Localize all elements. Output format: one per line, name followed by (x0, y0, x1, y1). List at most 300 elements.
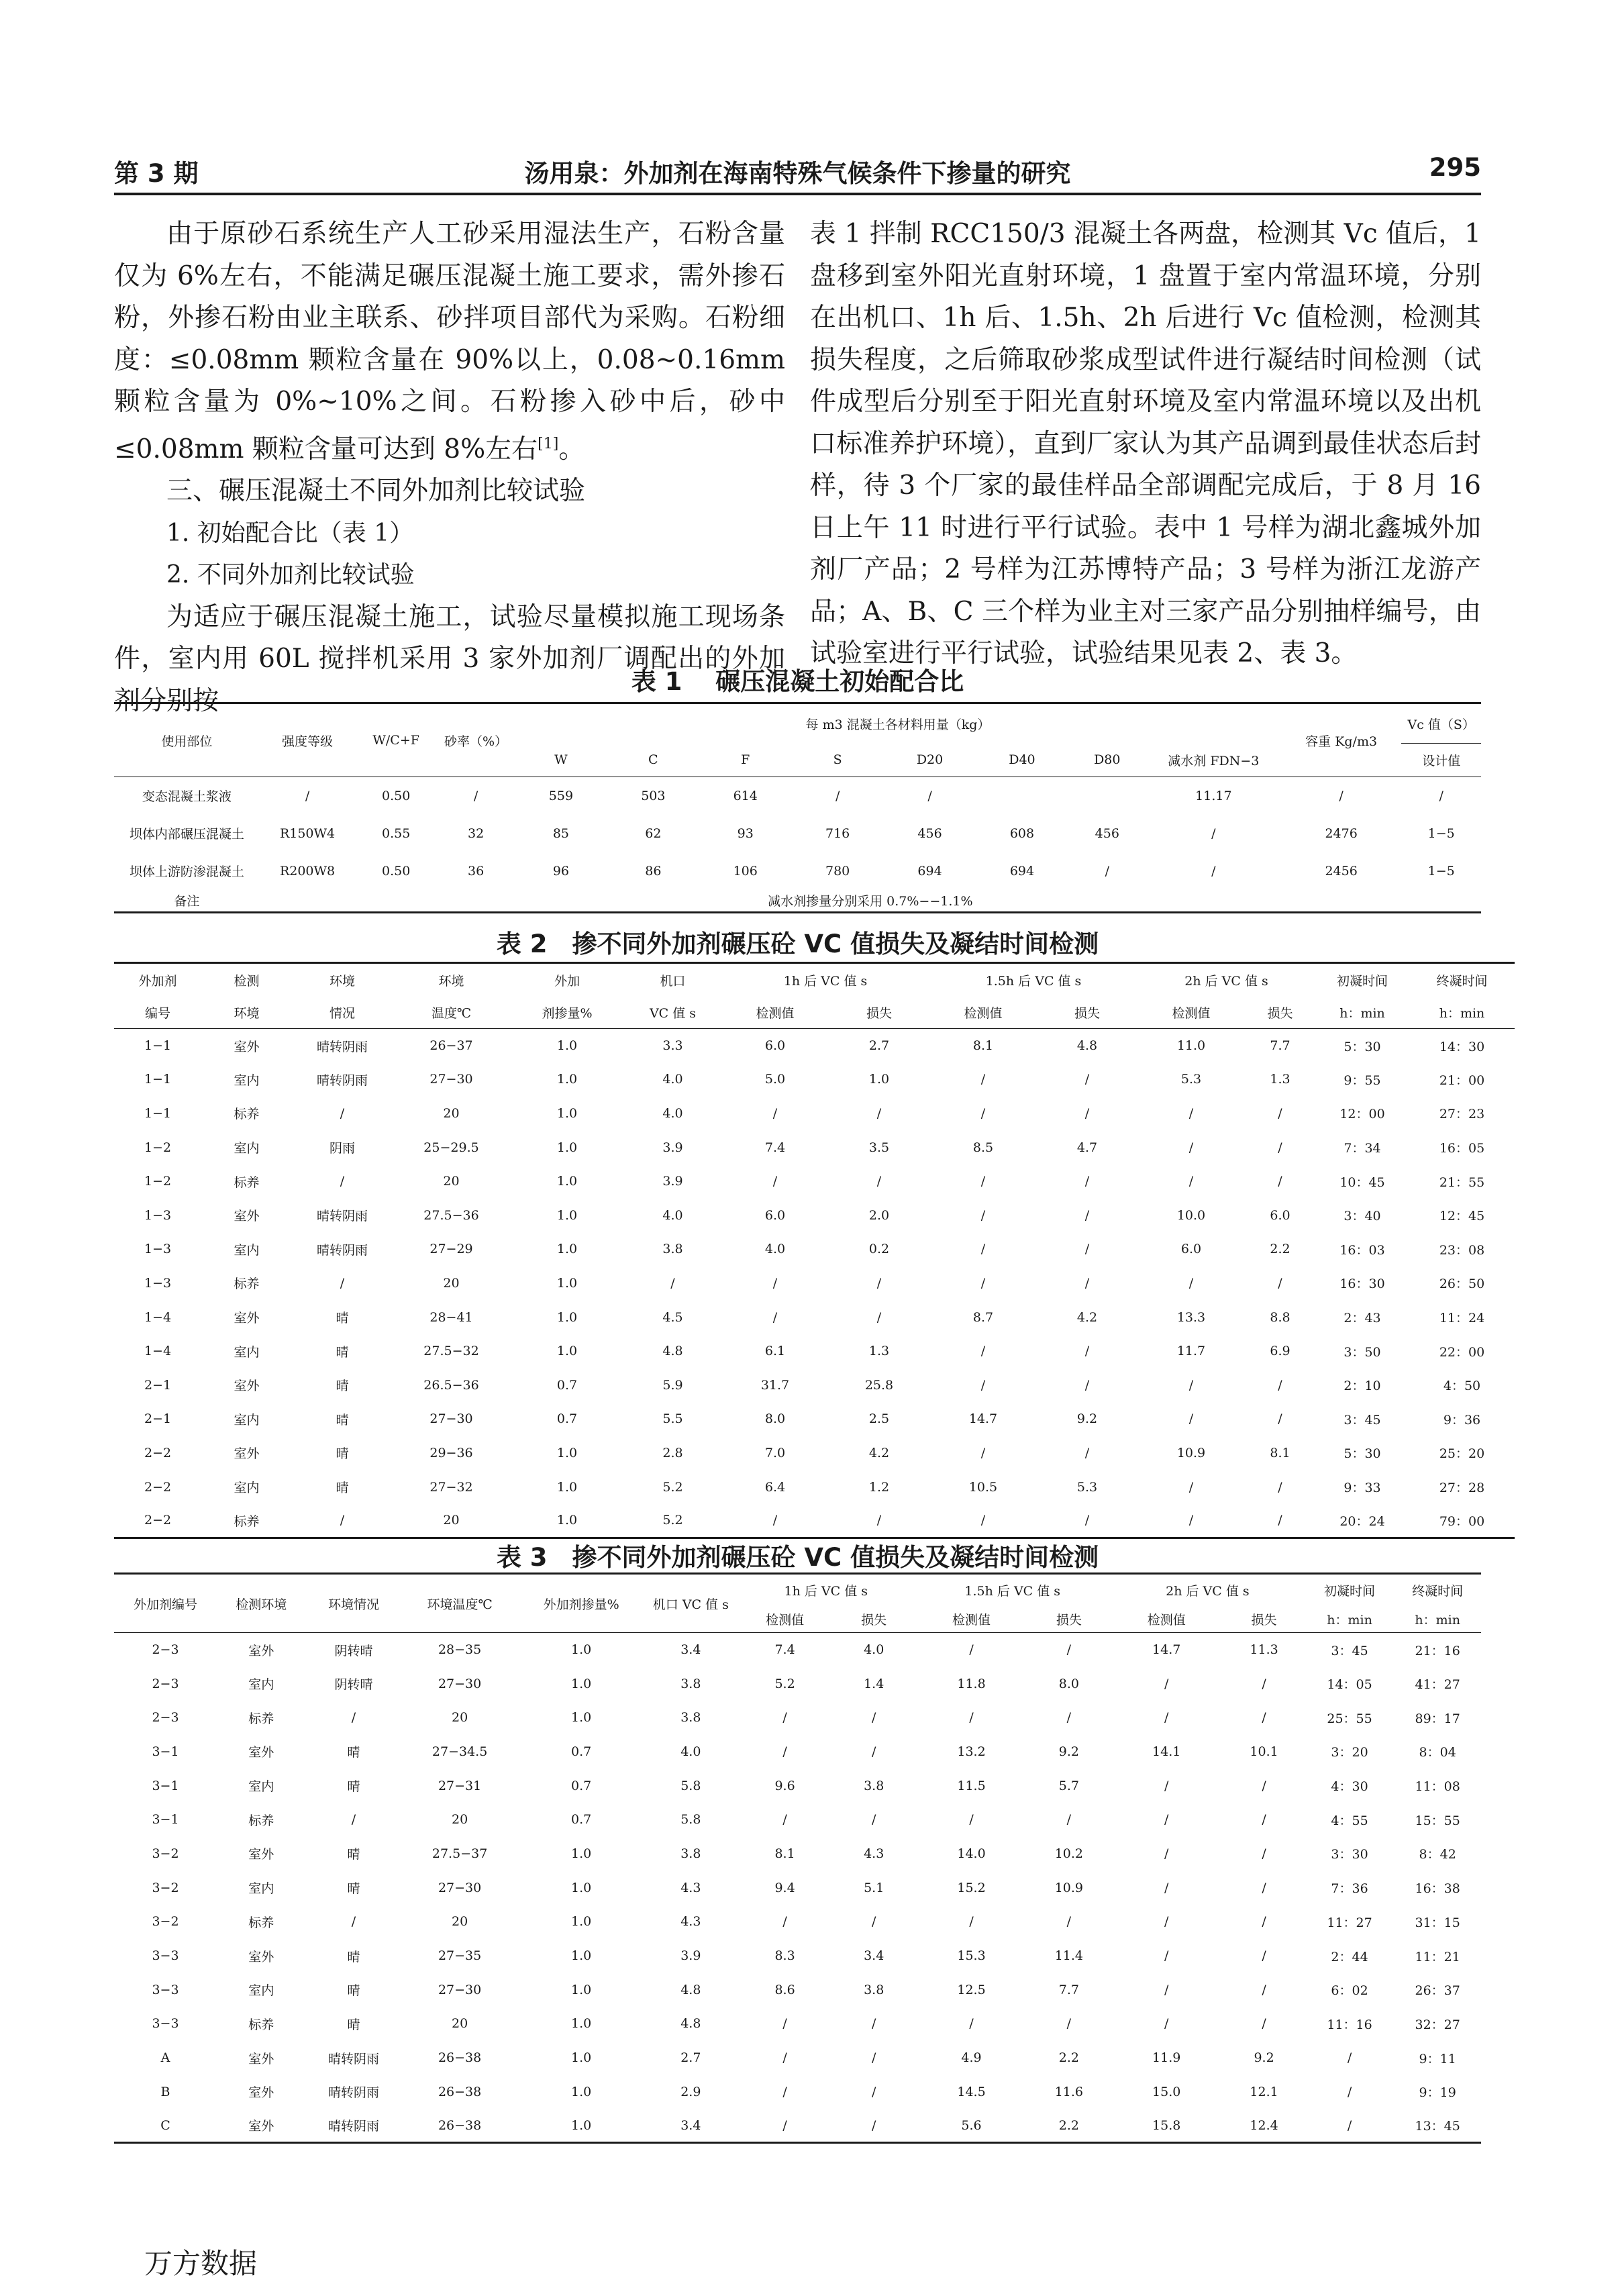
col-header: 检测值 (766, 1612, 805, 1628)
table-cell: 13.2 (957, 1744, 986, 1759)
table-cell: 室内 (234, 1242, 260, 1258)
table-cell: 阴转晴 (334, 1643, 373, 1658)
col-header-group: 1h 后 VC 值 s (784, 1583, 868, 1599)
table-cell: / (876, 1275, 882, 1291)
table-cell: 1.0 (571, 2084, 592, 2099)
table-cell: 3−3 (152, 1948, 179, 1964)
table-cell: 室内 (234, 1481, 260, 1496)
table-row (114, 1130, 1515, 1164)
table-cell: 1−5 (1427, 863, 1455, 879)
table-cell: 1−4 (144, 1344, 172, 1359)
table-cell: 11：08 (1415, 1779, 1460, 1795)
table-cell: 3−3 (152, 1982, 179, 1997)
table-cell: 4.5 (662, 1309, 683, 1325)
table-cell: 坝体内部碾压混凝土 (129, 827, 244, 842)
table-cell: 标养 (234, 1513, 260, 1529)
table-cell: / (1188, 1377, 1194, 1393)
table-cell: 0.7 (556, 1411, 578, 1427)
table-cell: 2.8 (662, 1445, 683, 1460)
table-row (114, 777, 1481, 815)
table-cell: 10.9 (1054, 1880, 1084, 1895)
table3 (114, 1573, 1481, 2144)
table-cell: 1.0 (571, 2016, 592, 2032)
table-cell: 4：50 (1443, 1379, 1481, 1394)
col-header: 检测值 (1172, 1005, 1211, 1021)
table-cell: / (1164, 1778, 1169, 1793)
table-cell: / (1188, 1140, 1194, 1155)
table-cell: 12.5 (957, 1982, 986, 1997)
table-cell: 2：43 (1344, 1311, 1381, 1326)
col-header: 温度℃ (431, 1005, 472, 1021)
table-cell: 0.7 (556, 1377, 578, 1393)
col-header: 砂率（%） (444, 734, 508, 749)
table-cell: 11.7 (1176, 1344, 1206, 1359)
table-cell: / (871, 2084, 876, 2099)
table-row (114, 2041, 1481, 2075)
table-cell: / (1211, 826, 1216, 841)
table-cell: 室内 (248, 1881, 274, 1897)
table-cell: 26−37 (429, 1038, 473, 1054)
table-cell: / (340, 1513, 345, 1528)
table-cell: 4.8 (662, 1344, 683, 1359)
table-cell: / (1105, 863, 1109, 879)
table-cell: 7：36 (1331, 1881, 1368, 1897)
table-cell: 22：00 (1439, 1344, 1485, 1360)
table-cell: C (160, 2117, 170, 2133)
table-row (114, 1029, 1515, 1063)
table-cell: 1−3 (144, 1275, 172, 1291)
col-header: W/C+F (372, 733, 419, 748)
table-cell: 14.1 (1152, 1744, 1181, 1759)
table-cell: / (1066, 1642, 1072, 1658)
table-cell: / (1347, 2084, 1352, 2099)
col-header: 环境 (438, 973, 464, 989)
table-cell: 晴 (347, 1983, 360, 1999)
table-cell: 8.0 (764, 1411, 786, 1427)
table-row (114, 1436, 1515, 1470)
table-cell: / (1164, 1914, 1169, 1930)
table-cell: / (1084, 1344, 1090, 1359)
table-cell: 26−38 (438, 2084, 482, 2099)
table2 (114, 962, 1515, 1539)
col-header: 机口 VC 值 s (652, 1597, 729, 1612)
table-cell: 1−3 (144, 1207, 172, 1223)
table-cell: / (969, 1812, 974, 1828)
table-cell: 4.0 (680, 1744, 701, 1759)
table-cell: 3.8 (864, 1982, 884, 1997)
table-cell: 0.7 (571, 1812, 592, 1828)
table-cell: 14：30 (1439, 1039, 1485, 1054)
table-cell: 4.0 (764, 1242, 786, 1257)
table2-caption: 表 2 掺不同外加剂碾压砼 VC 值损失及凝结时间检测 (496, 930, 1099, 958)
table-row (114, 852, 1481, 890)
table-cell: 9：33 (1344, 1481, 1381, 1496)
table-cell: 晴 (347, 1779, 360, 1795)
table-cell: 2−2 (144, 1513, 172, 1528)
table-cell: 11.3 (1250, 1642, 1278, 1658)
table-cell: 32：27 (1415, 2017, 1460, 2032)
table-cell: 2−3 (152, 1710, 179, 1726)
table-cell: 694 (1009, 863, 1035, 879)
table-cell: 4：55 (1331, 1813, 1368, 1828)
table-cell: / (772, 1174, 778, 1189)
table-cell: / (1262, 1982, 1266, 1997)
table-cell: 31：15 (1415, 1915, 1460, 1930)
table-cell: 6.0 (764, 1207, 786, 1223)
table-cell: 27−30 (429, 1411, 473, 1427)
table-cell: 2.7 (868, 1038, 890, 1054)
col-header: 环境 (234, 1005, 260, 1021)
table-cell: 0.2 (868, 1242, 890, 1257)
table-cell: / (772, 1275, 778, 1291)
table-cell: R150W4 (279, 826, 336, 841)
table-cell: 1.0 (556, 1344, 578, 1359)
table-cell: 456 (1095, 826, 1119, 841)
table-row (114, 1368, 1515, 1402)
table-cell: 9.2 (1076, 1411, 1098, 1427)
table-cell: 3.8 (680, 1846, 701, 1861)
table-cell: 29−36 (429, 1445, 473, 1460)
table-cell: / (1084, 1207, 1090, 1223)
table-cell: 室内 (248, 1677, 274, 1693)
table-cell: 5.8 (680, 1812, 701, 1828)
table-cell: 2.2 (1058, 2050, 1079, 2066)
table-cell: / (1066, 1914, 1072, 1930)
table-cell: 10.1 (1250, 1744, 1278, 1759)
table-cell: 20：24 (1339, 1513, 1385, 1529)
table-cell: 室外 (248, 1643, 274, 1658)
table-cell: / (1188, 1411, 1194, 1427)
table-cell: 32 (467, 826, 485, 841)
table-cell: 9.6 (774, 1778, 795, 1793)
table-cell: 1.0 (556, 1072, 578, 1087)
table-cell: / (1188, 1105, 1194, 1121)
table-cell: 室内 (234, 1141, 260, 1156)
table-cell: / (980, 1072, 986, 1087)
table-cell: 3.9 (680, 1948, 701, 1964)
table-cell: 7.7 (1058, 1982, 1079, 1997)
table-cell: 15.0 (1152, 2084, 1181, 2099)
table-cell: 1.0 (571, 1642, 592, 1658)
table-cell: 21：00 (1439, 1072, 1485, 1088)
table-cell: 1.0 (571, 2050, 592, 2066)
table-row (114, 2075, 1481, 2109)
table-cell: 8.0 (1058, 1676, 1079, 1691)
table-cell: 3：45 (1331, 1643, 1368, 1658)
table-cell: 3.8 (680, 1676, 701, 1691)
table-cell: 1−2 (144, 1174, 172, 1189)
table-cell: 2.0 (868, 1207, 890, 1223)
table-cell: / (1188, 1275, 1194, 1291)
table-cell: 716 (825, 826, 850, 841)
table-cell: 7：34 (1344, 1141, 1381, 1156)
table-row (114, 1097, 1515, 1131)
table-cell: 3−1 (152, 1744, 179, 1759)
table-cell: 14.7 (968, 1411, 998, 1427)
table-cell: 2：10 (1344, 1379, 1381, 1394)
table-cell: / (670, 1275, 675, 1291)
table-row (114, 1803, 1481, 1837)
table-cell: 10.5 (968, 1479, 998, 1495)
table-cell: 12.4 (1250, 2117, 1278, 2133)
table-cell: 2−2 (144, 1479, 172, 1495)
table-cell: 晴 (336, 1412, 349, 1428)
table-cell: 20 (451, 1710, 468, 1726)
table-cell: 14.5 (957, 2084, 986, 2099)
table-cell: / (969, 2016, 974, 2032)
table-cell: / (782, 2050, 787, 2066)
table-cell: / (1262, 1778, 1266, 1793)
col-header: 情况 (329, 1005, 355, 1021)
table-cell: 晴 (336, 1446, 349, 1462)
table-cell: 27−31 (438, 1778, 482, 1793)
table-cell: 3：50 (1344, 1344, 1381, 1360)
table-cell: / (782, 2117, 787, 2133)
table-cell: 3−2 (152, 1846, 179, 1861)
table-row (114, 1837, 1481, 1871)
table-cell: 16：30 (1339, 1277, 1385, 1292)
table-cell: 15.8 (1152, 2117, 1181, 2133)
table-row (114, 2109, 1481, 2143)
table-cell: A (160, 2050, 170, 2066)
table1 (114, 702, 1481, 913)
table-cell: 标养 (248, 1711, 274, 1726)
col-header-group: 1h 后 VC 值 s (783, 973, 868, 989)
table-cell: / (871, 1914, 876, 1930)
col-header: C (648, 752, 658, 768)
table-row (114, 815, 1481, 852)
table-row (114, 1232, 1515, 1266)
table-cell: 3−1 (152, 1778, 179, 1793)
table-cell: 3：40 (1344, 1209, 1381, 1224)
section-heading: 三、碾压混凝土不同外加剂比较试验 (166, 476, 586, 506)
table-cell: 4.3 (680, 1914, 701, 1930)
table-row (114, 1470, 1515, 1504)
table-cell: 7.4 (764, 1140, 786, 1155)
table-cell: 室外 (248, 2119, 274, 2134)
table-cell: 86 (645, 863, 662, 879)
table-cell: 晴转阴雨 (316, 1242, 368, 1258)
table-cell: 2−3 (152, 1676, 179, 1691)
paragraph (114, 213, 785, 470)
table-cell: 室外 (234, 1209, 260, 1224)
table-cell: 11.17 (1195, 788, 1232, 803)
table-cell: / (351, 1812, 356, 1828)
table-cell: 5.8 (680, 1778, 701, 1793)
table-cell: 10.9 (1176, 1445, 1206, 1460)
table-cell: 5.1 (864, 1880, 884, 1895)
table-cell: 8.6 (774, 1982, 795, 1997)
table-cell: 3：45 (1344, 1412, 1381, 1428)
table-cell: / (1084, 1513, 1090, 1528)
table-cell: 1.0 (571, 1948, 592, 1964)
table-cell: 13：45 (1415, 2119, 1460, 2134)
table-cell: 5.3 (1076, 1479, 1098, 1495)
table-cell: 1.0 (868, 1072, 890, 1087)
table-cell: 2.2 (1058, 2117, 1079, 2133)
table-cell: / (1347, 2117, 1352, 2133)
table-cell: / (1211, 863, 1216, 879)
col-header: 外加 (554, 973, 580, 989)
table-row (114, 1504, 1515, 1538)
table-cell: 0.7 (571, 1744, 592, 1759)
table-cell: 12：45 (1439, 1209, 1485, 1224)
table-cell: 晴 (336, 1311, 349, 1326)
table-cell: / (871, 2050, 876, 2066)
table-cell: 标养 (248, 1915, 274, 1930)
table-cell: 20 (451, 1812, 468, 1828)
col-header: 损失 (1251, 1612, 1277, 1628)
table-cell: / (927, 788, 932, 803)
table-cell: / (1084, 1377, 1090, 1393)
table-cell: / (1262, 1914, 1266, 1930)
table-cell: 4.0 (662, 1105, 683, 1121)
table-cell: / (980, 1242, 986, 1257)
list-item: 2. 不同外加剂比较试验 (166, 561, 415, 589)
table-cell: / (969, 1642, 974, 1658)
table-cell: / (1278, 1174, 1282, 1189)
table-cell: / (1084, 1105, 1090, 1121)
table-cell: 3.4 (680, 2117, 701, 2133)
table-cell (1068, 777, 1146, 815)
table-cell: 27−35 (438, 1948, 482, 1964)
table-cell: / (876, 1309, 882, 1325)
table-cell: 变态混凝土浆液 (142, 789, 232, 805)
table-cell: 阴转晴 (334, 1677, 373, 1693)
col-header: 环境温度℃ (427, 1597, 493, 1612)
table-cell: 晴转阴雨 (327, 2051, 379, 2066)
table-cell: 1.0 (571, 1846, 592, 1861)
table-row (114, 1633, 1481, 1667)
col-header: 检测值 (952, 1612, 991, 1628)
table-cell: 31.7 (760, 1377, 790, 1393)
table-cell: 1.0 (556, 1445, 578, 1460)
table-cell: 5.9 (662, 1377, 683, 1393)
table-cell: 3.9 (662, 1174, 683, 1189)
table-cell: 9：36 (1443, 1412, 1481, 1428)
table-cell: 20 (443, 1275, 460, 1291)
table-cell: / (969, 1914, 974, 1930)
table-cell: / (351, 1914, 356, 1930)
table-cell: / (969, 1710, 974, 1726)
table-cell: / (772, 1309, 778, 1325)
col-header: 损失 (1056, 1612, 1082, 1628)
table-cell: 2−2 (144, 1445, 172, 1460)
table-cell: / (980, 1207, 986, 1223)
table-cell: 26−38 (438, 2117, 482, 2133)
table-cell: 1.3 (868, 1344, 890, 1359)
table-cell: 1−1 (144, 1072, 172, 1087)
table-cell: 9.4 (774, 1880, 795, 1895)
table-cell: 25：20 (1439, 1446, 1485, 1462)
table-row (114, 1870, 1481, 1905)
table-cell: 晴 (336, 1481, 349, 1496)
table-cell: 20 (443, 1174, 460, 1189)
table-cell: 2：44 (1331, 1949, 1368, 1964)
table-cell: 1.0 (571, 1710, 592, 1726)
table-cell: 694 (917, 863, 942, 879)
table-row (114, 1198, 1515, 1232)
table-cell: / (772, 1105, 778, 1121)
table-cell: 4.0 (662, 1207, 683, 1223)
col-header: 损失 (1267, 1005, 1293, 1021)
table-row (114, 2007, 1481, 2041)
table-cell: / (340, 1275, 345, 1291)
table-cell: 坝体上游防渗混凝土 (129, 864, 244, 879)
table-cell: 11.5 (957, 1778, 986, 1793)
table-cell: 15.2 (957, 1880, 986, 1895)
table-cell: 室外 (234, 1311, 260, 1326)
table-cell: / (782, 1812, 787, 1828)
table-cell: / (782, 1744, 787, 1759)
table-cell: 27−34.5 (432, 1744, 488, 1759)
table-cell: 27−29 (429, 1242, 473, 1257)
table-cell: / (1084, 1174, 1090, 1189)
table-cell: / (1347, 2050, 1352, 2066)
list-item: 1. 初始配合比（表 1） (166, 519, 414, 547)
table-cell: 5.2 (774, 1676, 795, 1691)
table-cell: 1.2 (868, 1479, 890, 1495)
col-header: 减水剂 FDN−3 (1168, 753, 1260, 768)
col-header: 终凝时间 (1436, 973, 1488, 989)
table-row (114, 1164, 1515, 1199)
table-cell: 23：08 (1439, 1242, 1485, 1258)
col-header: 设计值 (1422, 754, 1461, 768)
table-cell: 36 (467, 863, 485, 879)
table-cell: 1.0 (556, 1207, 578, 1223)
table-cell: 27−30 (438, 1676, 482, 1691)
table-cell: / (871, 2117, 876, 2133)
table-cell: 27.5−37 (432, 1846, 488, 1861)
table-cell: 9：55 (1344, 1072, 1381, 1088)
table-cell: 晴 (336, 1379, 349, 1394)
col-header: F (741, 752, 750, 768)
table-cell: / (351, 1710, 356, 1726)
table-cell: 3.5 (868, 1140, 890, 1155)
note-label: 备注 (174, 894, 200, 909)
table-cell: 2.9 (680, 2084, 701, 2099)
table-cell: 晴 (347, 2017, 360, 2032)
table-cell: 1.0 (556, 1275, 578, 1291)
table-cell: / (1278, 1377, 1282, 1393)
table-cell: 27：28 (1439, 1481, 1485, 1496)
table-cell: 3−3 (152, 2016, 179, 2032)
table-cell: 11.8 (957, 1676, 986, 1691)
table-cell: / (1262, 1846, 1266, 1861)
table-cell: / (1278, 1140, 1282, 1155)
table-cell: / (1164, 1710, 1169, 1726)
table-cell: 4.9 (961, 2050, 982, 2066)
table-cell: 1.0 (556, 1174, 578, 1189)
table-cell: 1.0 (556, 1140, 578, 1155)
table-cell: 0.50 (382, 863, 411, 879)
table-row (114, 1905, 1481, 1939)
table-cell: 8.5 (972, 1140, 994, 1155)
col-header: 环境情况 (327, 1597, 379, 1612)
table-row (114, 1735, 1481, 1769)
table-cell: 1.0 (556, 1242, 578, 1257)
col-header: 检测环境 (236, 1597, 287, 1612)
table-cell: 8.1 (972, 1038, 994, 1054)
table-cell: 27−30 (438, 1880, 482, 1895)
table-cell: 晴转阴雨 (316, 1039, 368, 1054)
col-header: 检测值 (756, 1005, 795, 1021)
table-cell: / (1164, 1812, 1169, 1828)
col-header: h：min (1439, 1005, 1485, 1021)
table-cell: 11.4 (1054, 1948, 1084, 1964)
table-cell: 晴 (347, 1847, 360, 1862)
table-cell: / (980, 1377, 986, 1393)
